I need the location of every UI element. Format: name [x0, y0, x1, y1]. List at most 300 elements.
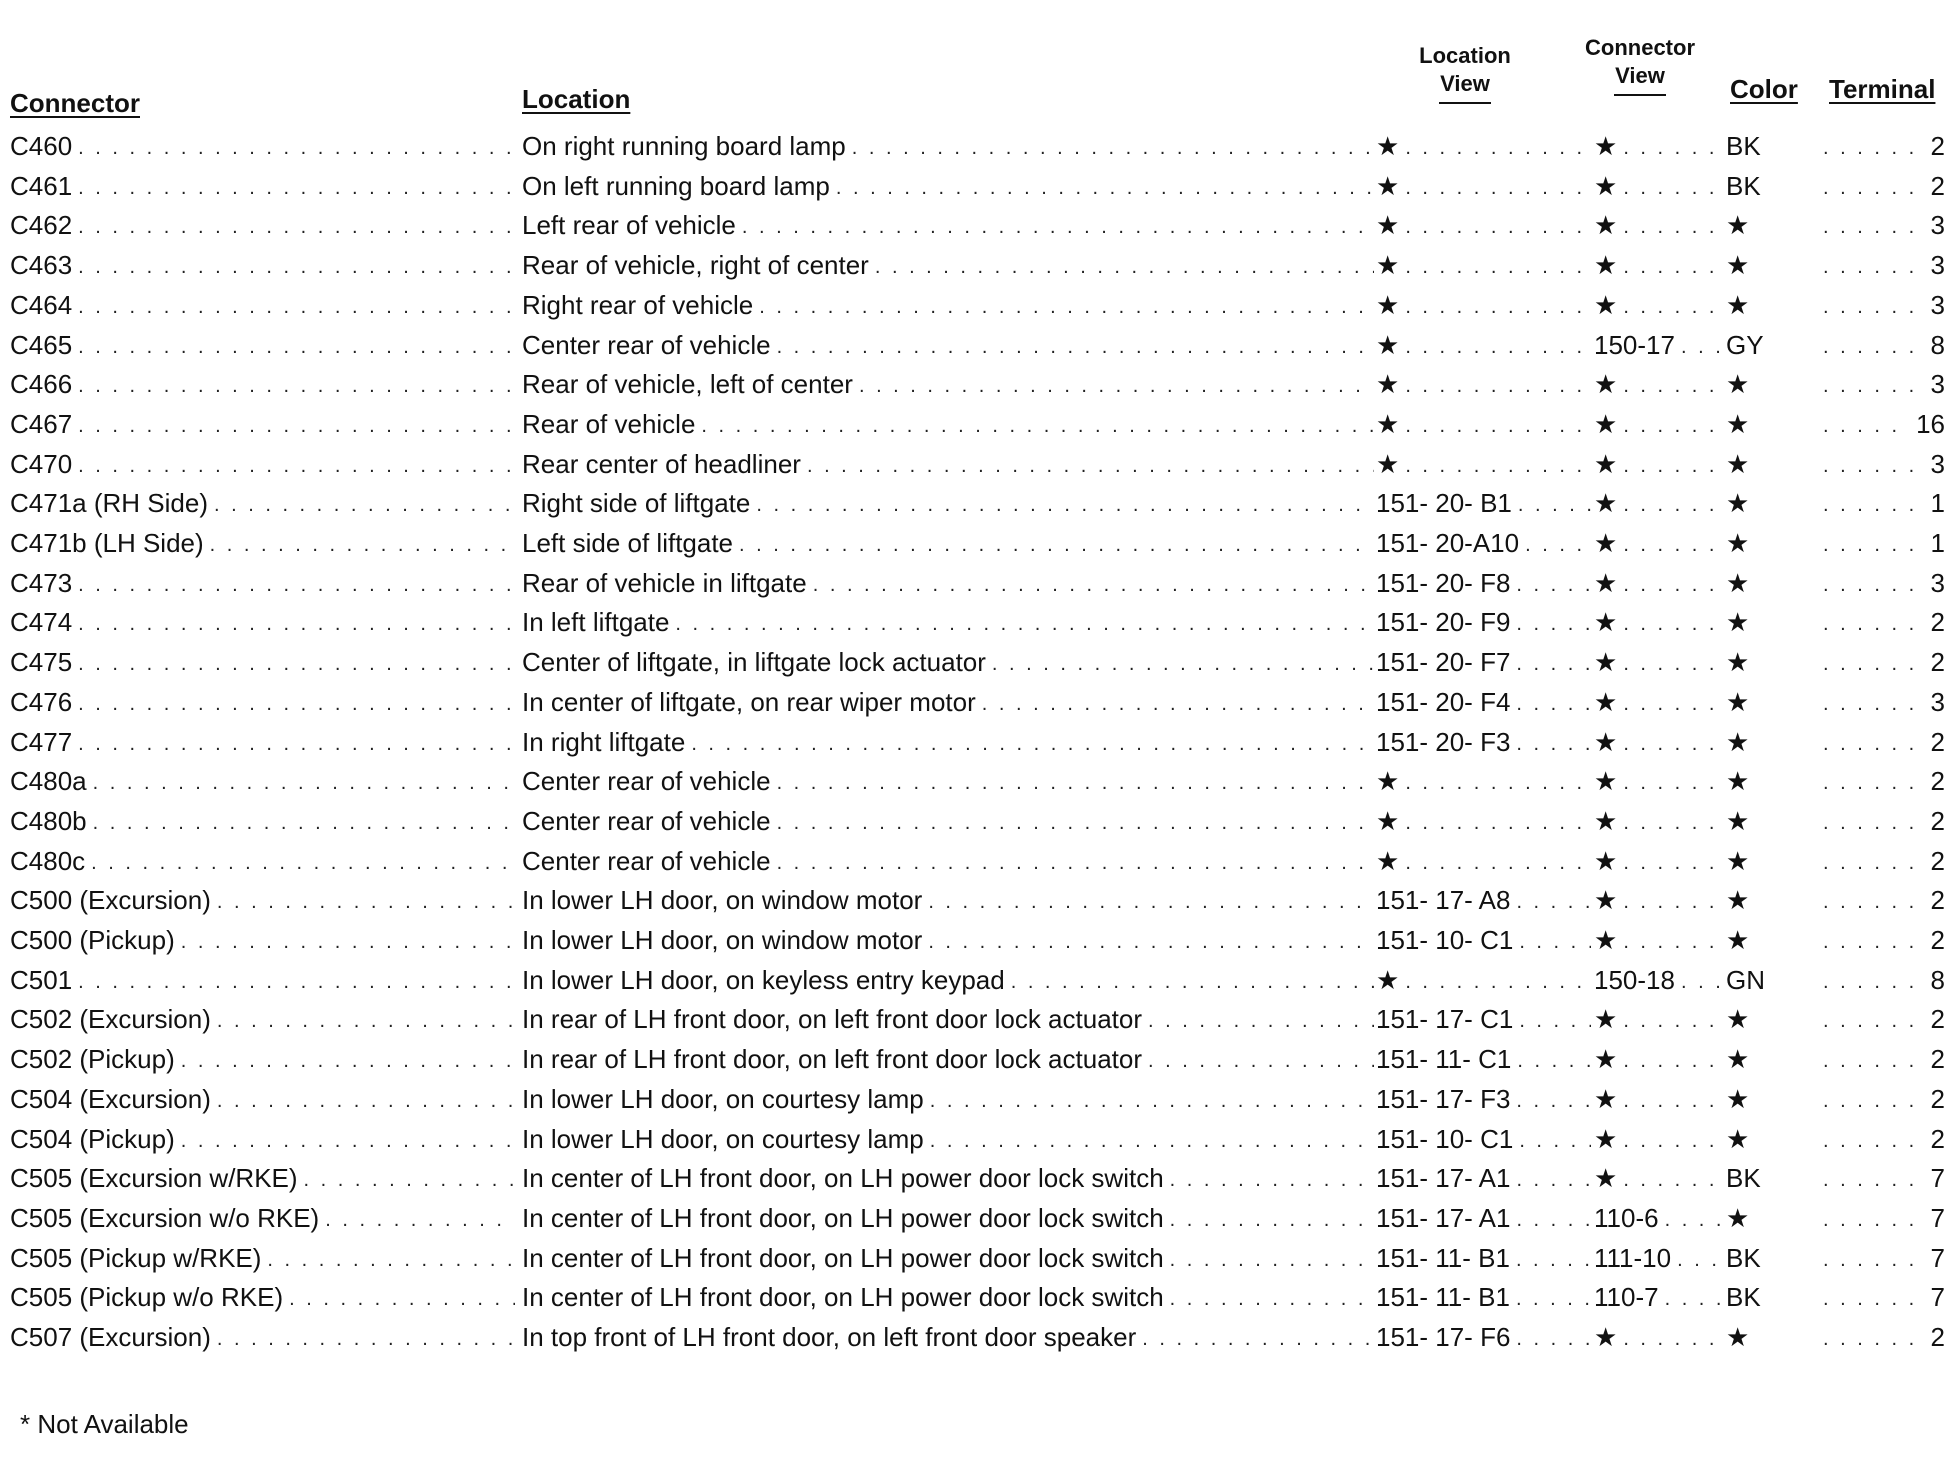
header-connector-view-line1: Connector — [1585, 35, 1695, 60]
location-value: In right liftgate — [522, 726, 686, 757]
dot-leader — [1823, 841, 1925, 881]
footnote-not-available: * Not Available — [20, 1409, 189, 1439]
dot-leader — [1623, 245, 1724, 285]
terminal-value: 2 — [1930, 607, 1945, 638]
dot-leader — [1170, 1238, 1374, 1278]
terminal-value: 2 — [1930, 1123, 1945, 1154]
cell-color — [1726, 602, 1821, 642]
cell-connector-view — [1594, 1119, 1724, 1159]
cell-location-view — [1376, 682, 1591, 722]
cell-location — [522, 642, 1374, 682]
connector-value: C471a (RH Side) — [10, 488, 208, 519]
location-value: In center of LH front door, on LH power door lock switch — [522, 1202, 1164, 1233]
dot-leader — [1518, 483, 1591, 523]
terminal-value: 1 — [1930, 488, 1945, 519]
connector-value: C471b (LH Side) — [10, 528, 204, 558]
dot-leader — [1148, 999, 1374, 1039]
cell-location-view — [1376, 880, 1591, 920]
dot-leader — [1823, 126, 1925, 166]
cell-location — [522, 1238, 1374, 1278]
cell-color — [1726, 920, 1821, 960]
location-view-value: 151- 20- F4 — [1376, 686, 1511, 717]
dot-leader — [742, 205, 1374, 245]
table-row — [0, 682, 1952, 722]
dot-leader — [739, 523, 1374, 563]
cell-location — [522, 1198, 1374, 1238]
cell-color — [1726, 1317, 1821, 1357]
color-value: ★ — [1726, 289, 1750, 320]
connector-value: C465 — [10, 329, 73, 360]
connector-value: C505 (Pickup w/RKE) — [10, 1242, 262, 1273]
location-view-value: ★ — [1376, 250, 1400, 281]
connector-view-value: ★ — [1594, 369, 1618, 400]
color-value: GN — [1726, 964, 1765, 995]
location-view-value: 151- 20- B1 — [1376, 488, 1512, 519]
cell-connector — [10, 444, 515, 484]
connector-view-value: ★ — [1594, 766, 1618, 797]
dot-leader — [1623, 999, 1724, 1039]
connector-view-value: ★ — [1594, 1163, 1618, 1194]
location-value: In lower LH door, on window motor — [522, 885, 923, 916]
cell-color — [1726, 841, 1821, 881]
dot-leader — [1516, 1277, 1591, 1317]
location-value: Center rear of vehicle — [522, 329, 771, 360]
cell-location-view — [1376, 444, 1591, 484]
dot-leader — [875, 245, 1374, 285]
cell-connector-view — [1594, 801, 1724, 841]
dot-leader — [1405, 960, 1591, 1000]
terminal-value: 2 — [1930, 1004, 1945, 1035]
dot-leader — [1823, 920, 1925, 960]
dot-leader — [1823, 444, 1925, 484]
cell-connector-view — [1594, 999, 1724, 1039]
dot-leader — [777, 801, 1374, 841]
cell-color — [1726, 404, 1821, 444]
dot-leader — [93, 761, 515, 801]
cell-connector-view — [1594, 1039, 1724, 1079]
cell-color — [1726, 642, 1821, 682]
cell-connector-view — [1594, 1158, 1724, 1198]
terminal-value: 2 — [1930, 805, 1945, 836]
cell-location-view — [1376, 205, 1591, 245]
cell-color — [1726, 285, 1821, 325]
table-row — [0, 325, 1952, 365]
dot-leader — [93, 801, 515, 841]
header-terminal: Terminal — [1829, 74, 1936, 104]
dot-leader — [1823, 563, 1925, 603]
cell-connector — [10, 325, 515, 365]
location-value: In rear of LH front door, on left front door lock actuator — [522, 1044, 1143, 1075]
cell-connector — [10, 761, 515, 801]
connector-value: C462 — [10, 210, 73, 241]
cell-connector — [10, 1317, 515, 1357]
connector-view-value: ★ — [1594, 1123, 1618, 1154]
dot-leader — [1623, 1079, 1724, 1119]
cell-terminal — [1823, 880, 1945, 920]
terminal-value: 2 — [1930, 131, 1945, 161]
terminal-value: 2 — [1930, 845, 1945, 876]
location-value: Rear of vehicle, left of center — [522, 369, 853, 400]
cell-connector-view — [1594, 563, 1724, 603]
cell-connector-view — [1594, 444, 1724, 484]
cell-location — [522, 523, 1374, 563]
dot-leader — [701, 404, 1374, 444]
dot-leader — [1516, 880, 1591, 920]
header-location-view-line1: Location — [1419, 43, 1511, 68]
cell-color — [1726, 761, 1821, 801]
table-row — [0, 285, 1952, 325]
dot-leader — [1623, 841, 1724, 881]
location-value: In top front of LH front door, on left front door speaker — [522, 1322, 1137, 1352]
location-view-value: 151- 17- C1 — [1376, 1004, 1514, 1035]
connector-view-value: 150-17 — [1594, 329, 1675, 360]
dot-leader — [777, 325, 1374, 365]
location-view-value: ★ — [1376, 210, 1400, 241]
location-value: On left running board lamp — [522, 170, 830, 201]
cell-location-view — [1376, 920, 1591, 960]
dot-leader — [1823, 1238, 1925, 1278]
connector-view-value: 110-7 — [1594, 1282, 1659, 1313]
connector-value: C466 — [10, 369, 73, 400]
connector-view-value: ★ — [1594, 1004, 1618, 1035]
dot-leader — [217, 880, 515, 920]
color-value: ★ — [1726, 1202, 1750, 1233]
cell-location — [522, 483, 1374, 523]
table-row — [0, 1277, 1952, 1317]
connector-value: C464 — [10, 289, 73, 320]
dot-leader — [1405, 761, 1591, 801]
cell-location — [522, 285, 1374, 325]
dot-leader — [836, 166, 1374, 206]
dot-leader — [1681, 960, 1724, 1000]
cell-location-view — [1376, 483, 1591, 523]
dot-leader — [1623, 642, 1724, 682]
dot-leader — [181, 920, 515, 960]
location-value: Right rear of vehicle — [522, 289, 754, 320]
cell-color — [1726, 722, 1821, 762]
cell-terminal — [1823, 444, 1945, 484]
cell-terminal — [1823, 1039, 1945, 1079]
dot-leader — [78, 325, 515, 365]
cell-location — [522, 205, 1374, 245]
location-view-value: 151- 17- A1 — [1376, 1163, 1511, 1194]
connector-view-value: ★ — [1594, 885, 1618, 916]
location-value: Left rear of vehicle — [522, 210, 736, 241]
dot-leader — [992, 642, 1374, 682]
dot-leader — [1823, 1079, 1925, 1119]
location-value: In lower LH door, on keyless entry keypad — [522, 964, 1005, 995]
location-value: In lower LH door, on window motor — [522, 925, 923, 955]
terminal-value: 1 — [1930, 528, 1945, 558]
cell-connector — [10, 563, 515, 603]
connector-value: C505 (Excursion w/o RKE) — [10, 1202, 320, 1233]
cell-terminal — [1823, 205, 1945, 245]
dot-leader — [1823, 483, 1925, 523]
dot-leader — [1623, 523, 1724, 563]
cell-connector-view — [1594, 325, 1724, 365]
table-row — [0, 483, 1952, 523]
color-value: ★ — [1726, 369, 1750, 400]
dot-leader — [1516, 1198, 1591, 1238]
dot-leader — [1516, 642, 1591, 682]
connector-view-value: ★ — [1594, 1322, 1618, 1352]
terminal-value: 3 — [1930, 686, 1945, 717]
connector-value: C500 (Excursion) — [10, 885, 211, 916]
dot-leader — [1516, 1158, 1591, 1198]
cell-connector-view — [1594, 1079, 1724, 1119]
dot-leader — [78, 364, 515, 404]
cell-location — [522, 999, 1374, 1039]
color-value: ★ — [1726, 528, 1750, 558]
dot-leader — [1823, 722, 1925, 762]
color-value: ★ — [1726, 210, 1750, 241]
cell-location-view — [1376, 563, 1591, 603]
cell-connector-view — [1594, 841, 1724, 881]
dot-leader — [1623, 166, 1724, 206]
cell-location — [522, 126, 1374, 166]
cell-connector — [10, 205, 515, 245]
connector-value: C463 — [10, 250, 73, 281]
dot-leader — [1823, 1158, 1925, 1198]
header-location-view-rule — [1439, 102, 1491, 104]
cell-color — [1726, 444, 1821, 484]
cell-location-view — [1376, 1277, 1591, 1317]
color-value: ★ — [1726, 1322, 1750, 1352]
terminal-value: 3 — [1930, 369, 1945, 400]
cell-color — [1726, 483, 1821, 523]
dot-leader — [1516, 1079, 1591, 1119]
cell-connector — [10, 602, 515, 642]
location-view-value: 151- 17- A1 — [1376, 1202, 1511, 1233]
cell-terminal — [1823, 801, 1945, 841]
dot-leader — [1519, 999, 1591, 1039]
table-row — [0, 444, 1952, 484]
dot-leader — [210, 523, 515, 563]
dot-leader — [1823, 523, 1925, 563]
cell-connector-view — [1594, 1277, 1724, 1317]
cell-terminal — [1823, 245, 1945, 285]
dot-leader — [1405, 245, 1591, 285]
connector-view-value: ★ — [1594, 726, 1618, 757]
connector-value: C507 (Excursion) — [10, 1322, 211, 1352]
location-value: In lower LH door, on courtesy lamp — [522, 1083, 924, 1114]
cell-location — [522, 166, 1374, 206]
dot-leader — [1142, 1317, 1374, 1357]
location-value: In center of LH front door, on LH power door lock switch — [522, 1282, 1164, 1313]
dot-leader — [78, 642, 515, 682]
cell-location-view — [1376, 801, 1591, 841]
cell-connector — [10, 920, 515, 960]
color-value: ★ — [1726, 250, 1750, 281]
table-row — [0, 999, 1952, 1039]
cell-location-view — [1376, 364, 1591, 404]
table-row — [0, 523, 1952, 563]
cell-connector — [10, 642, 515, 682]
cell-color — [1726, 126, 1821, 166]
dot-leader — [1623, 444, 1724, 484]
dot-leader — [1623, 1158, 1724, 1198]
cell-location-view — [1376, 404, 1591, 444]
dot-leader — [930, 1079, 1374, 1119]
location-view-value: ★ — [1376, 131, 1400, 161]
cell-location-view — [1376, 126, 1591, 166]
location-value: In center of LH front door, on LH power door lock switch — [522, 1242, 1164, 1273]
dot-leader — [1823, 999, 1925, 1039]
cell-connector — [10, 1119, 515, 1159]
location-view-value: 151- 11- C1 — [1376, 1044, 1512, 1075]
cell-terminal — [1823, 1119, 1945, 1159]
table-row — [0, 761, 1952, 801]
dot-leader — [930, 1119, 1374, 1159]
cell-connector-view — [1594, 602, 1724, 642]
cell-color — [1726, 682, 1821, 722]
dot-leader — [1405, 801, 1591, 841]
cell-connector — [10, 1277, 515, 1317]
dot-leader — [217, 999, 515, 1039]
dot-leader — [1623, 761, 1724, 801]
cell-connector — [10, 285, 515, 325]
cell-location — [522, 960, 1374, 1000]
cell-location-view — [1376, 1079, 1591, 1119]
dot-leader — [78, 444, 515, 484]
table-row — [0, 166, 1952, 206]
dot-leader — [1519, 1119, 1591, 1159]
cell-connector — [10, 1238, 515, 1278]
cell-terminal — [1823, 682, 1945, 722]
location-value: Rear center of headliner — [522, 448, 801, 479]
dot-leader — [325, 1198, 515, 1238]
color-value: ★ — [1726, 1004, 1750, 1035]
location-view-value: ★ — [1376, 408, 1400, 439]
cell-color — [1726, 166, 1821, 206]
cell-location-view — [1376, 1158, 1591, 1198]
location-value: On right running board lamp — [522, 131, 846, 161]
dot-leader — [289, 1277, 515, 1317]
terminal-value: 3 — [1930, 567, 1945, 598]
cell-terminal — [1823, 364, 1945, 404]
cell-location — [522, 1317, 1374, 1357]
color-value: ★ — [1726, 766, 1750, 797]
dot-leader — [777, 841, 1374, 881]
cell-location-view — [1376, 761, 1591, 801]
location-view-value: 151- 11- B1 — [1376, 1282, 1510, 1313]
location-value: Rear of vehicle, right of center — [522, 250, 869, 281]
dot-leader — [1823, 404, 1910, 444]
dot-leader — [1516, 682, 1591, 722]
connector-value: C474 — [10, 607, 73, 638]
location-view-value: ★ — [1376, 329, 1400, 360]
cell-location — [522, 602, 1374, 642]
terminal-value: 2 — [1930, 1322, 1945, 1352]
dot-leader — [1516, 1317, 1591, 1357]
cell-color — [1726, 563, 1821, 603]
connector-view-value: ★ — [1594, 408, 1618, 439]
color-value: ★ — [1726, 805, 1750, 836]
cell-connector-view — [1594, 483, 1724, 523]
cell-connector — [10, 523, 515, 563]
cell-location — [522, 1158, 1374, 1198]
location-view-value: ★ — [1376, 448, 1400, 479]
connector-value: C480a — [10, 766, 87, 797]
dot-leader — [1516, 1238, 1591, 1278]
dot-leader — [1405, 166, 1591, 206]
dot-leader — [217, 1317, 515, 1357]
dot-leader — [181, 1039, 515, 1079]
location-value: In left liftgate — [522, 607, 670, 638]
table-row — [0, 920, 1952, 960]
location-value: Left side of liftgate — [522, 528, 734, 558]
cell-connector-view — [1594, 722, 1724, 762]
cell-connector-view — [1594, 364, 1724, 404]
table-row — [0, 1317, 1952, 1357]
dot-leader — [1011, 960, 1374, 1000]
cell-connector-view — [1594, 245, 1724, 285]
connector-value: C470 — [10, 448, 73, 479]
color-value: BK — [1726, 170, 1761, 201]
dot-leader — [1681, 325, 1724, 365]
location-view-value: 151- 20- F9 — [1376, 607, 1511, 638]
cell-connector-view — [1594, 1238, 1724, 1278]
dot-leader — [1823, 960, 1925, 1000]
cell-terminal — [1823, 1238, 1945, 1278]
cell-location — [522, 761, 1374, 801]
cell-color — [1726, 1277, 1821, 1317]
cell-terminal — [1823, 761, 1945, 801]
color-value: ★ — [1726, 686, 1750, 717]
location-view-value: 151- 10- C1 — [1376, 925, 1514, 955]
cell-connector-view — [1594, 126, 1724, 166]
cell-location-view — [1376, 245, 1591, 285]
dot-leader — [1170, 1277, 1374, 1317]
location-view-value: 151- 20-A10 — [1376, 528, 1520, 558]
color-value: ★ — [1726, 488, 1750, 519]
table-row — [0, 801, 1952, 841]
cell-connector-view — [1594, 1317, 1724, 1357]
connector-view-value: ★ — [1594, 250, 1618, 281]
dot-leader — [1623, 602, 1724, 642]
dot-leader — [1823, 1317, 1925, 1357]
dot-leader — [1823, 602, 1925, 642]
cell-location-view — [1376, 1039, 1591, 1079]
table-row — [0, 126, 1952, 166]
table-row — [0, 960, 1952, 1000]
cell-terminal — [1823, 126, 1945, 166]
connector-value: C473 — [10, 567, 73, 598]
cell-connector — [10, 483, 515, 523]
color-value: ★ — [1726, 726, 1750, 757]
dot-leader — [78, 166, 515, 206]
header-color: Color — [1730, 74, 1798, 104]
location-view-value: ★ — [1376, 170, 1400, 201]
table-row — [0, 1039, 1952, 1079]
cell-terminal — [1823, 404, 1945, 444]
color-value: ★ — [1726, 567, 1750, 598]
dot-leader — [1823, 325, 1925, 365]
dot-leader — [1170, 1198, 1374, 1238]
connector-view-value: 150-18 — [1594, 964, 1675, 995]
terminal-value: 2 — [1930, 647, 1945, 678]
cell-color — [1726, 1079, 1821, 1119]
connector-view-value: 110-6 — [1594, 1202, 1659, 1233]
connector-value: C476 — [10, 686, 73, 717]
cell-terminal — [1823, 841, 1945, 881]
location-value: Center rear of vehicle — [522, 805, 771, 836]
cell-location — [522, 364, 1374, 404]
dot-leader — [1823, 1198, 1925, 1238]
dot-leader — [78, 404, 515, 444]
dot-leader — [777, 761, 1374, 801]
terminal-value: 2 — [1930, 1083, 1945, 1114]
